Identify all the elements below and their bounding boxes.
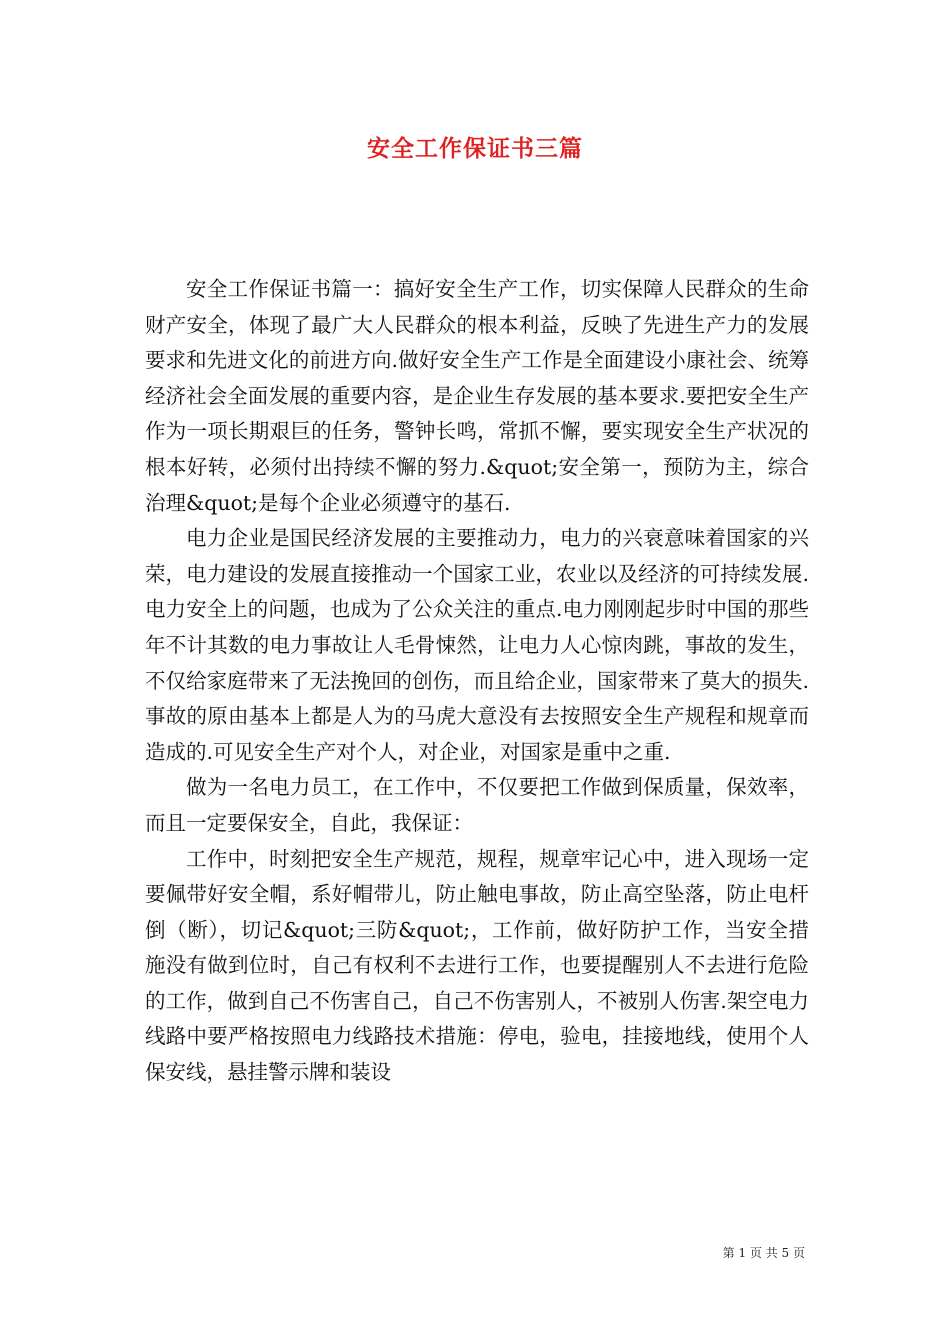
page-number-footer: 第 1 页 共 5 页 xyxy=(722,1246,805,1260)
paragraph-2: 电力企业是国民经济发展的主要推动力，电力的兴衰意味着国家的兴荣，电力建设的发展直接推动一个国家工业，农业以及经济的可持续发展.电力安全上的问题，也成为了公众关注的重点.电力刚刚起步时中国的那些年不计其数的电力事故让人毛骨悚然，让电力人心惊肉跳，事故的发生，不仅给家庭带来了无法挽回的创伤，而且给企业，国家带来了莫大的损失.事故的原由基本上都是人为的马虎大意没有去按照安全生产规程和规章而造成的.可见安全生产对个人，对企业，对国家是重中之重. xyxy=(145,526,809,764)
paragraph-3: 做为一名电力员工，在工作中，不仅要把工作做到保质量，保效率，而且一定要保安全，自此，我保证： xyxy=(145,775,809,835)
paragraph-4: 工作中，时刻把安全生产规范，规程，规章牢记心中，进入现场一定要佩带好安全帽，系好帽带儿，防止触电事故，防止高空坠落，防止电杆倒（断），切记&quot;三防&quot;，工作前，做好防护工作，当安全措施没有做到位时，自己有权利不去进行工作，也要提醒别人不去进行危险的工作，做到自己不伤害自己，自己不伤害别人，不被别人伤害.架空电力线路中要严格按照电力线路技术措施：停电，验电，挂接地线，使用个人保安线，悬挂警示牌和装设 xyxy=(145,846,809,1085)
document-body xyxy=(145,272,809,1091)
paragraph-1: 安全工作保证书篇一：搞好安全生产工作，切实保障人民群众的生命财产安全，体现了最广大人民群众的根本利益，反映了先进生产力的发展要求和先进文化的前进方向.做好安全生产工作是全面建设小康社会、统筹经济社会全面发展的重要内容，是企业生存发展的基本要求.要把安全生产作为一项长期艰巨的任务，警钟长鸣，常抓不懈，要实现安全生产状况的根本好转，必须付出持续不懈的努力.&quot;安全第一，预防为主，综合治理&quot;是每个企业必须遵守的基石. xyxy=(145,277,809,515)
document-title: 安全工作保证书三篇 xyxy=(367,135,583,162)
